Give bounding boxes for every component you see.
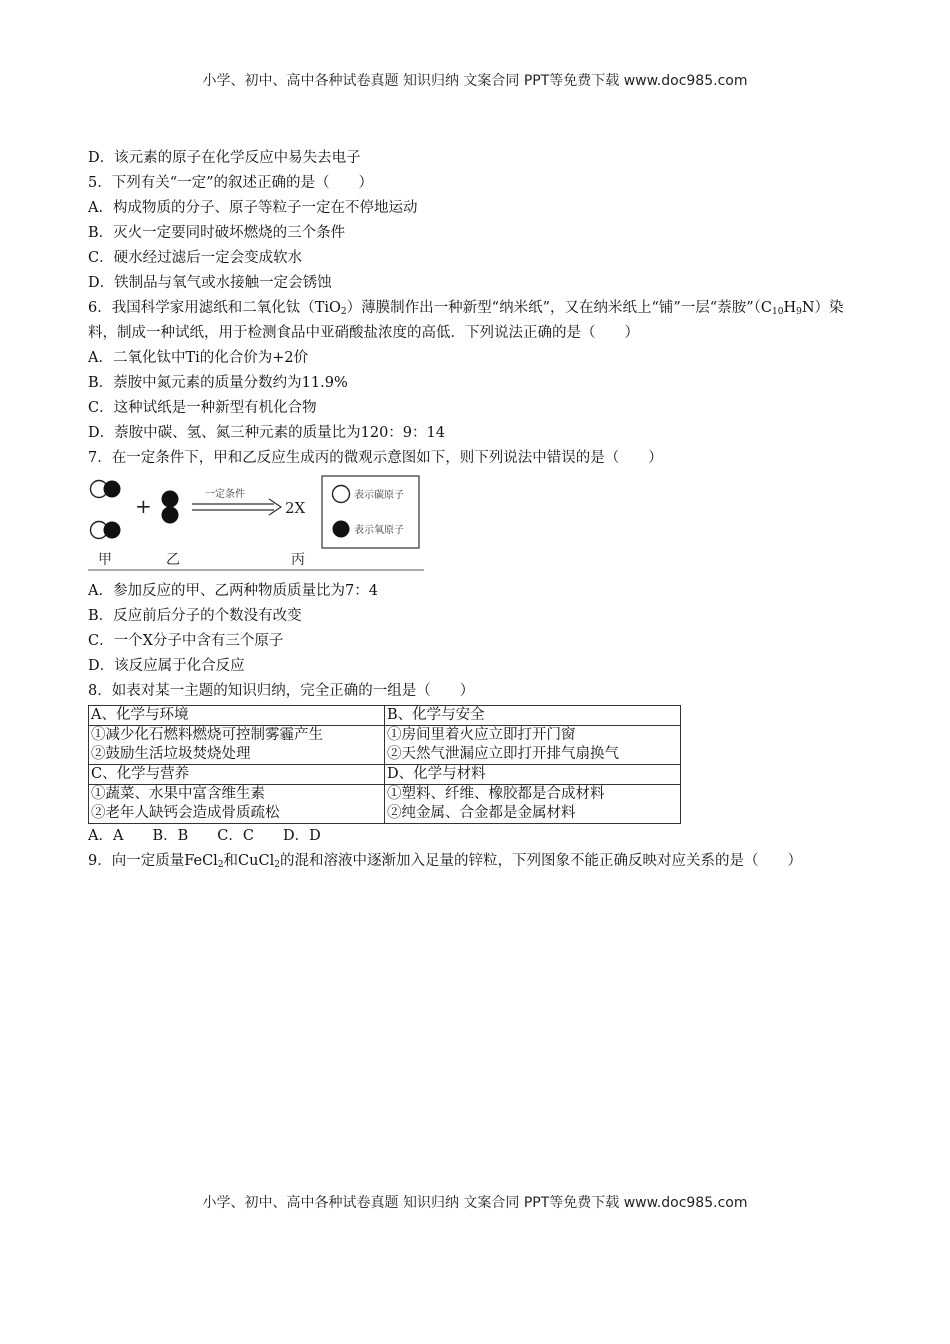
cell-b-content — [385, 726, 681, 765]
label-yi: 乙 — [166, 552, 180, 568]
arrow-label: 一定条件 — [205, 489, 245, 500]
reaction-arrow — [192, 499, 281, 515]
question-content — [88, 146, 868, 874]
table-row — [89, 706, 681, 726]
co-molecule-2 — [91, 522, 121, 539]
cell-line: ②天然气泄漏应立即打开排气扇换气 — [387, 746, 619, 762]
cell-line: ②鼓励生活垃圾焚烧处理 — [91, 746, 251, 762]
q4-option-d: D．该元素的原子在化学反应中易失去电子 — [88, 150, 361, 166]
oxygen-atom-icon — [333, 521, 350, 538]
q5-option-c: C．硬水经过滤后一定会变成软水 — [88, 250, 303, 266]
reaction-diagram-svg — [88, 475, 424, 573]
cell-line: ①蔬菜、水果中富含维生素 — [91, 786, 265, 802]
q7-option-a: A．参加反应的甲、乙两种物质质量比为7：4 — [88, 583, 378, 599]
q6-stem: 6．我国科学家用滤纸和二氧化钛（TiO$_2$）薄膜制作出一种新型“纳米纸”，又在纳米纸上“铺”一层“萘胺$”(C_{10}H_9N)$染料，制成一种试纸，用于检测食品中亚硝酸盐浓度的高低．下列说法正确的是（ ） — [88, 300, 844, 341]
page-header: 小学、初中、高中各种试卷真题 知识归纳 文案合同 PPT等免费下载 www.doc985.com — [202, 73, 748, 89]
q6-option-a: A．二氧化钛中Ti的化合价为+2价 — [88, 350, 309, 366]
carbon-atom-icon — [333, 486, 350, 503]
q6-option-c: C．这种试纸是一种新型有机化合物 — [88, 400, 317, 416]
cell-b-title: B、化学与安全 — [385, 706, 681, 726]
cell-a-title: A、化学与环境 — [89, 706, 385, 726]
q6-option-b: B．萘胺中氮元素的质量分数约为11.9% — [88, 375, 348, 391]
co-molecule-1 — [91, 481, 121, 498]
table-row — [89, 785, 681, 824]
cell-c-content — [89, 785, 385, 824]
product-2x: 2X — [285, 499, 306, 517]
page-footer: 小学、初中、高中各种试卷真题 知识归纳 文案合同 PPT等免费下载 www.doc985.com — [202, 1195, 748, 1211]
q5-option-b: B．灭火一定要同时破坏燃烧的三个条件 — [88, 225, 346, 241]
q5-stem: 5．下列有关“一定”的叙述正确的是（ ） — [88, 175, 374, 191]
cell-line: ①塑料、纤维、橡胶都是合成材料 — [387, 786, 605, 802]
label-jia: 甲 — [98, 552, 112, 568]
legend-carbon: 表示碳原子 — [354, 490, 404, 501]
cell-d-content — [385, 785, 681, 824]
q8-options: A．A B．B C．C D．D — [88, 828, 321, 844]
cell-line: ②纯金属、合金都是金属材料 — [387, 805, 576, 821]
q7-option-c: C．一个X分子中含有三个原子 — [88, 633, 284, 649]
knowledge-table — [88, 705, 681, 824]
table-row — [89, 765, 681, 785]
cell-line: ②老年人缺钙会造成骨质疏松 — [91, 805, 280, 821]
legend-oxygen: 表示氧原子 — [354, 525, 404, 536]
q6-option-d: D．萘胺中碳、氢、氮三种元素的质量比为120：9：14 — [88, 425, 445, 441]
q7-stem: 7．在一定条件下，甲和乙反应生成丙的微观示意图如下，则下列说法中错误的是（ ） — [88, 450, 663, 466]
q5-option-d: D．铁制品与氧气或水接触一定会锈蚀 — [88, 275, 332, 291]
q7-option-d: D．该反应属于化合反应 — [88, 658, 245, 674]
table-row — [89, 726, 681, 765]
q5-option-a: A．构成物质的分子、原子等粒子一定在不停地运动 — [88, 200, 418, 216]
q9-stem: 9．向一定质量FeCl$_2$和CuCl$_2$的混和溶液中逐渐加入足量的锌粒，下列图象不能正确反映对应关系的是（ ） — [88, 853, 802, 870]
cell-line: ①减少化石燃料燃烧可控制雾霾产生 — [91, 727, 323, 743]
reaction-diagram — [88, 475, 424, 573]
cell-a-content — [89, 726, 385, 765]
label-bing: 丙 — [291, 552, 305, 568]
cell-c-title: C、化学与营养 — [89, 765, 385, 785]
cell-d-title: D、化学与材料 — [385, 765, 681, 785]
o2-molecule — [162, 491, 179, 524]
q8-stem: 8．如表对某一主题的知识归纳，完全正确的一组是（ ） — [88, 683, 475, 699]
plus-sign: + — [135, 494, 152, 518]
q7-option-b: B．反应前后分子的个数没有改变 — [88, 608, 302, 624]
cell-line: ①房间里着火应立即打开门窗 — [387, 727, 576, 743]
